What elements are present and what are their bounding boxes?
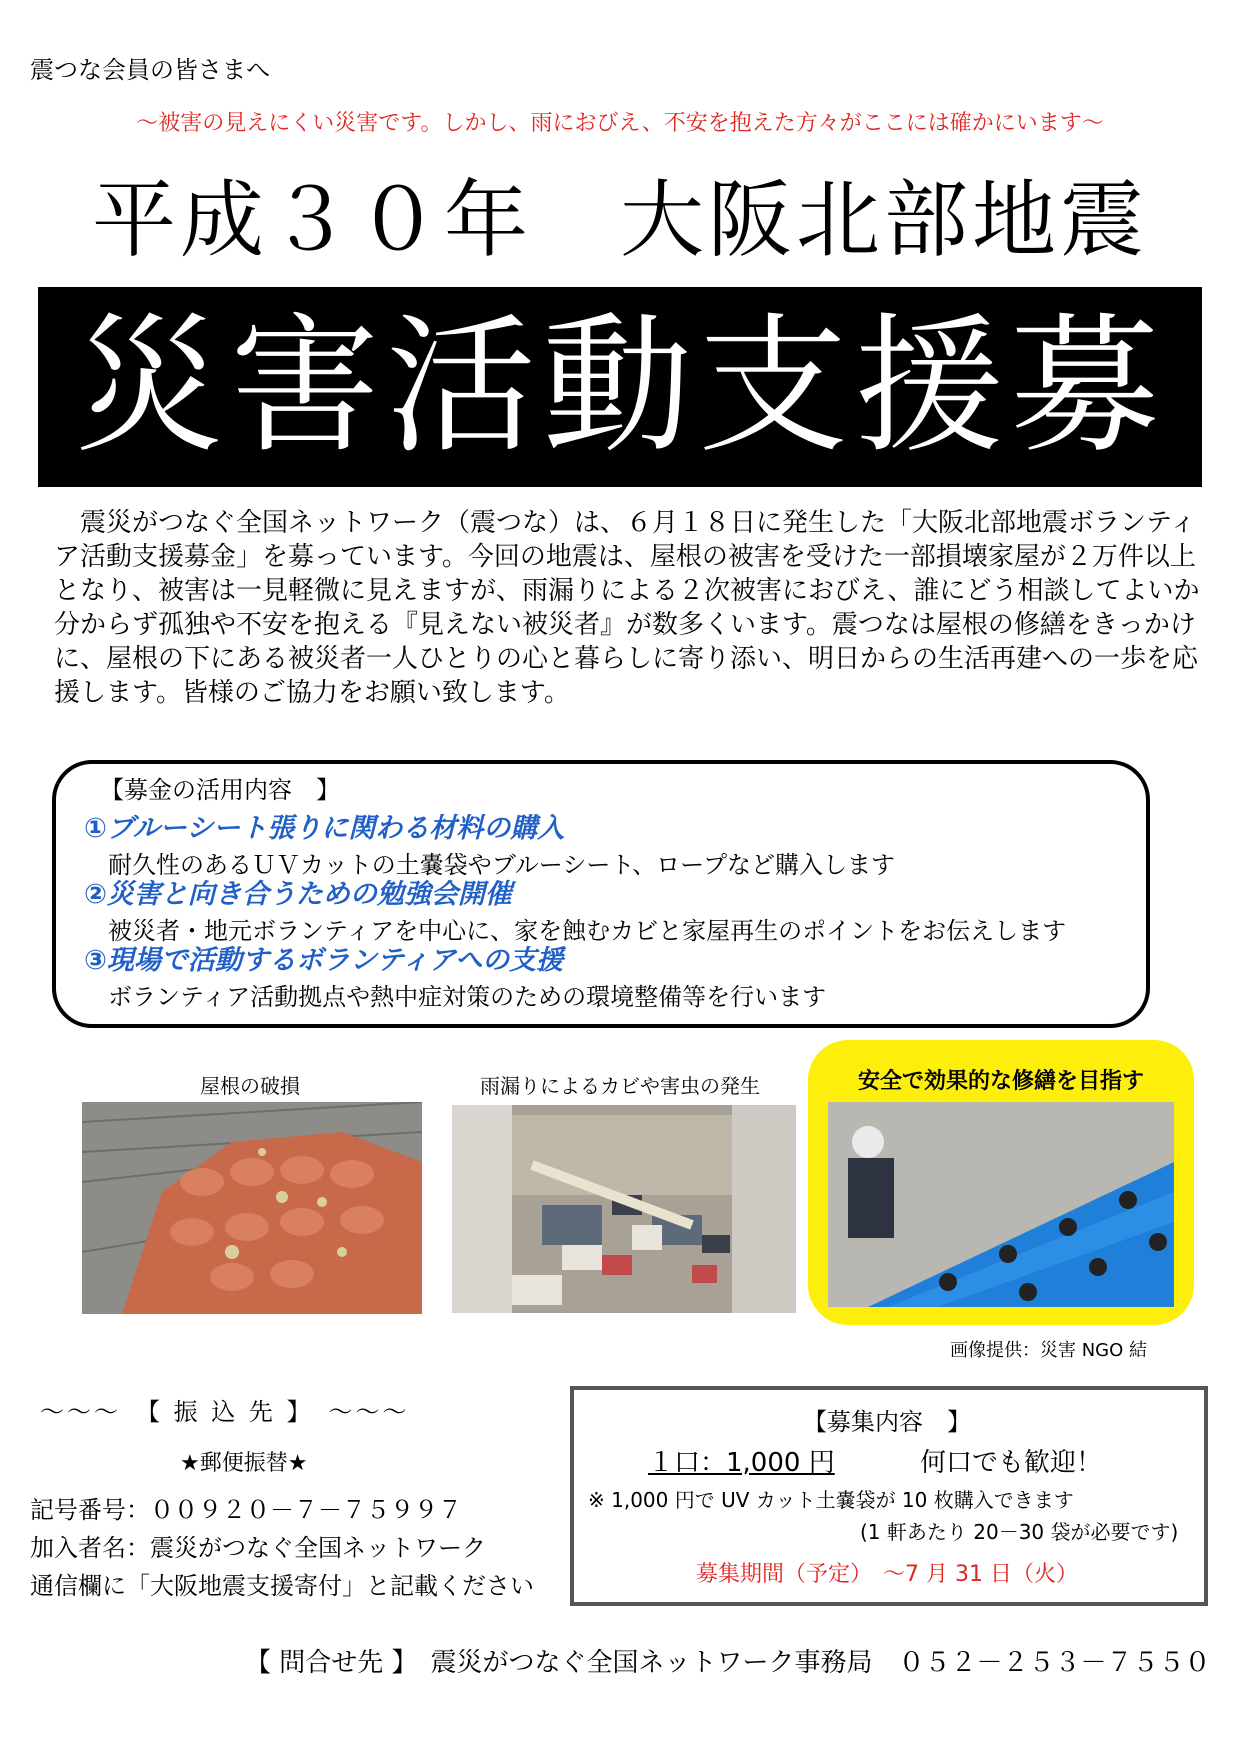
transfer-number: 記号番号：００９２０－７－７５９９７ [30, 1496, 462, 1524]
transfer-name: 加入者名：震災がつなぐ全国ネットワーク [30, 1534, 486, 1562]
use-item-2-desc: 被災者・地元ボランティアを中心に、家を蝕むカビと家屋再生のポイントをお伝えします [108, 917, 1067, 945]
photo1-caption: 屋根の破損 [200, 1074, 300, 1098]
damaged-room-photo [452, 1105, 796, 1313]
page-title: 平成３０年 大阪北部地震 [91, 171, 1148, 269]
photo-credit: 画像提供：災害 NGO 結 [950, 1340, 1148, 1361]
use-item-3-title: ③現場で活動するボランティアへの支援 [84, 945, 564, 976]
use-item-1-desc: 耐久性のあるＵＶカットの土嚢袋やブルーシート、ロープなど購入します [108, 851, 895, 879]
use-item-3-desc: ボランティア活動拠点や熱中症対策のための環境整備等を行います [108, 983, 827, 1011]
transfer-note: 通信欄に「大阪地震支援寄付」と記載ください [30, 1572, 534, 1600]
tarp-repair-photo [828, 1102, 1174, 1307]
photo2-caption: 雨漏りによるカビや害虫の発生 [480, 1074, 760, 1098]
contact-line: 【 問合せ先 】 震災がつなぐ全国ネットワーク事務局 ０５２－２５３－７５５０ [245, 1648, 1211, 1678]
donation-unit: １口：1,000 円 [648, 1448, 835, 1478]
tagline: ～被害の見えにくい災害です。しかし、雨におびえ、不安を抱えた方々がここには確かにいます～ [136, 111, 1104, 136]
fundraising-banner: 災害活動支援募金 [38, 287, 1202, 487]
donation-heading: 【募集内容 】 [803, 1408, 971, 1436]
donation-welcome: 何口でも歓迎！ [920, 1448, 1103, 1478]
uses-heading: 【募金の活用内容 】 [100, 776, 340, 804]
donation-period: 募集期間（予定） ～7 月 31 日（火） [696, 1562, 1078, 1587]
use-item-1-title: ①ブルーシート張りに関わる材料の購入 [84, 813, 565, 844]
greeting: 震つな会員の皆さまへ [30, 56, 270, 84]
transfer-type: ★郵便振替★ [180, 1451, 308, 1476]
use-item-2-title: ②災害と向き合うための勉強会開催 [84, 879, 512, 910]
photo3-caption: 安全で効果的な修繕を目指す [857, 1069, 1144, 1094]
donation-note2: (1 軒あたり 20－30 袋が必要です) [860, 1520, 1179, 1544]
transfer-heading: ～～～ 【 振 込 先 】 ～～～ [40, 1398, 410, 1426]
donation-note1: ※ 1,000 円で UV カット土嚢袋が 10 枚購入できます [588, 1488, 1074, 1512]
intro-paragraph: 震災がつなぐ全国ネットワーク（震つな）は、６月１８日に発生した「大阪北部地震ボランティア活動支援募金」を募っています。今回の地震は、屋根の被害を受けた一部損壊家屋が２万件以上となり、被害は一見軽微に見えますが、雨漏りによる２次被害におびえ、誰にどう相談してよいか分からず孤独や不安を抱える『見えない被災者』が数多くいます。震つなは屋根の修繕をきっかけに、屋根の下にある被災者一人ひとりの心と暮らしに寄り添い、明日からの生活再建への一歩を応援します。皆様のご協力をお願い致します。 [54, 508, 1200, 708]
roof-damage-photo [82, 1102, 422, 1314]
